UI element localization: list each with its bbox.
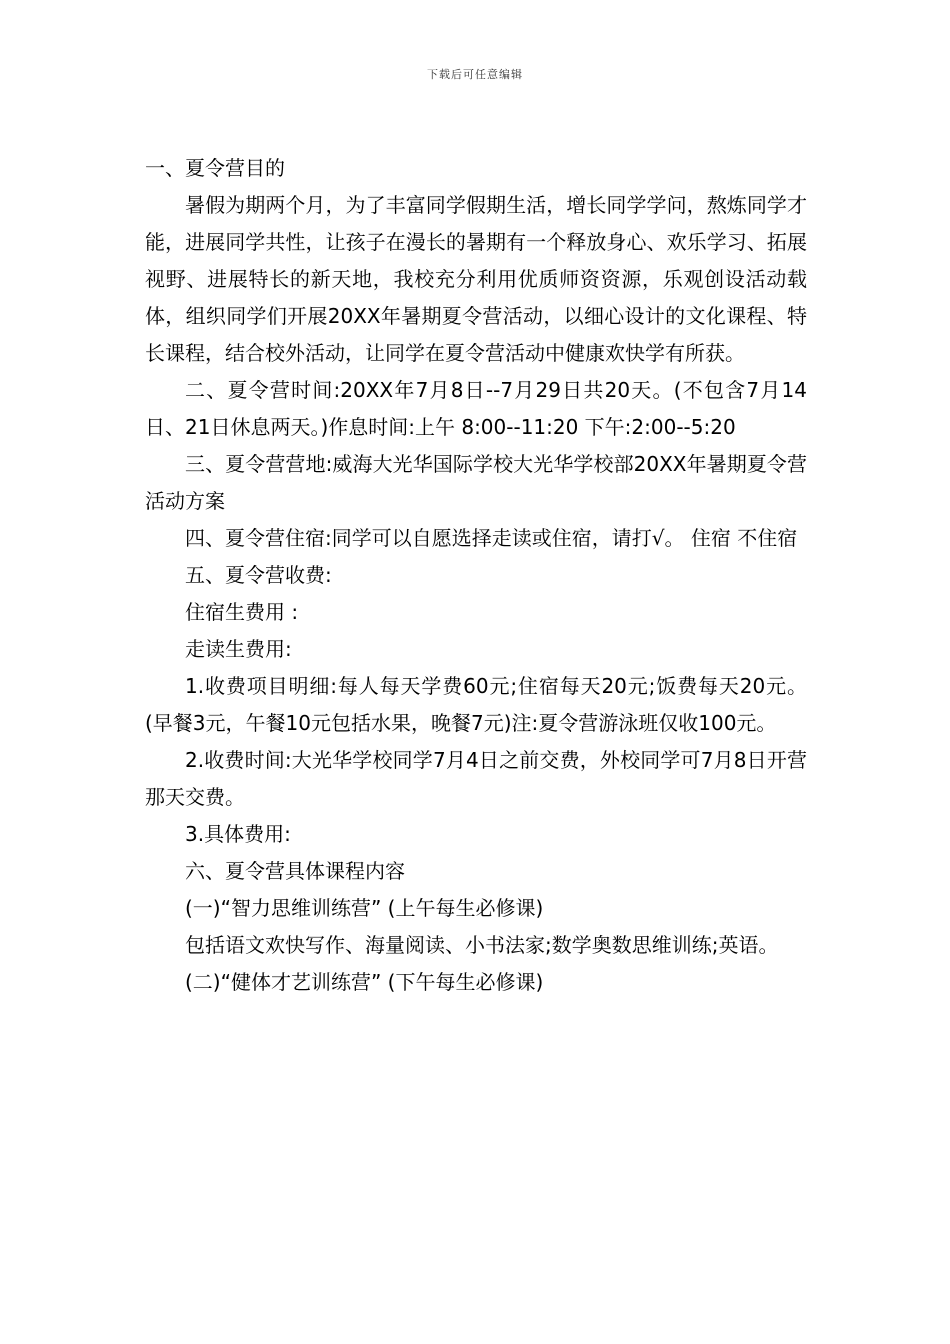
paragraph-course-1-content: 包括语文欢快写作、海量阅读、小书法家;数学奥数思维训练;英语。 — [185, 933, 779, 957]
section-heading-purpose: 一、夏令营目的 — [145, 156, 285, 180]
paragraph-fee-details: 1.收费项目明细:每人每天学费60元;住宿每天20元;饭费每天20元。(早餐3元，午餐10元包括水果，晚餐7元)注:夏令营游泳班仅收100元。 — [145, 674, 807, 735]
document-body — [145, 150, 807, 1001]
page-header-note: 下载后可任意编辑 — [427, 68, 523, 81]
paragraph-day-student-fee: 走读生费用: — [185, 637, 292, 661]
paragraph-time: 二、夏令营时间:20XX年7月8日--7月29日共20天。(不包含7月14日、21日休息两天。)作息时间:上午 8:00--11:20 下午:2:00--5:20 — [145, 378, 807, 439]
paragraph-boarding-fee: 住宿生费用 : — [185, 600, 299, 624]
paragraph-specific-fees: 3.具体费用: — [185, 822, 291, 846]
paragraph-course-2-title: (二)“健体才艺训练营” (下午每生必修课) — [185, 970, 544, 994]
paragraph-course-1-title: (一)“智力思维训练营” (上午每生必修课) — [185, 896, 544, 920]
paragraph-accommodation: 四、夏令营住宿:同学可以自愿选择走读或住宿，请打√。 住宿 不住宿 — [185, 526, 798, 550]
paragraph-fees-heading: 五、夏令营收费: — [185, 563, 332, 587]
paragraph-purpose: 暑假为期两个月，为了丰富同学假期生活，增长同学学问，熬炼同学才能，进展同学共性，让孩子在漫长的暑期有一个释放身心、欢乐学习、拓展视野、进展特长的新天地，我校充分利用优质师资资源，乐观创设活动载体，组织同学们开展20XX年暑期夏令营活动，以细心设计的文化课程、特长课程，结合校外活动，让同学在夏令营活动中健康欢快学有所获。 — [145, 193, 807, 365]
paragraph-course-heading: 六、夏令营具体课程内容 — [185, 859, 405, 883]
paragraph-location: 三、夏令营营地:威海大光华国际学校大光华学校部20XX年暑期夏令营活动方案 — [145, 452, 807, 513]
paragraph-fee-time: 2.收费时间:大光华学校同学7月4日之前交费，外校同学可7月8日开营那天交费。 — [145, 748, 807, 809]
